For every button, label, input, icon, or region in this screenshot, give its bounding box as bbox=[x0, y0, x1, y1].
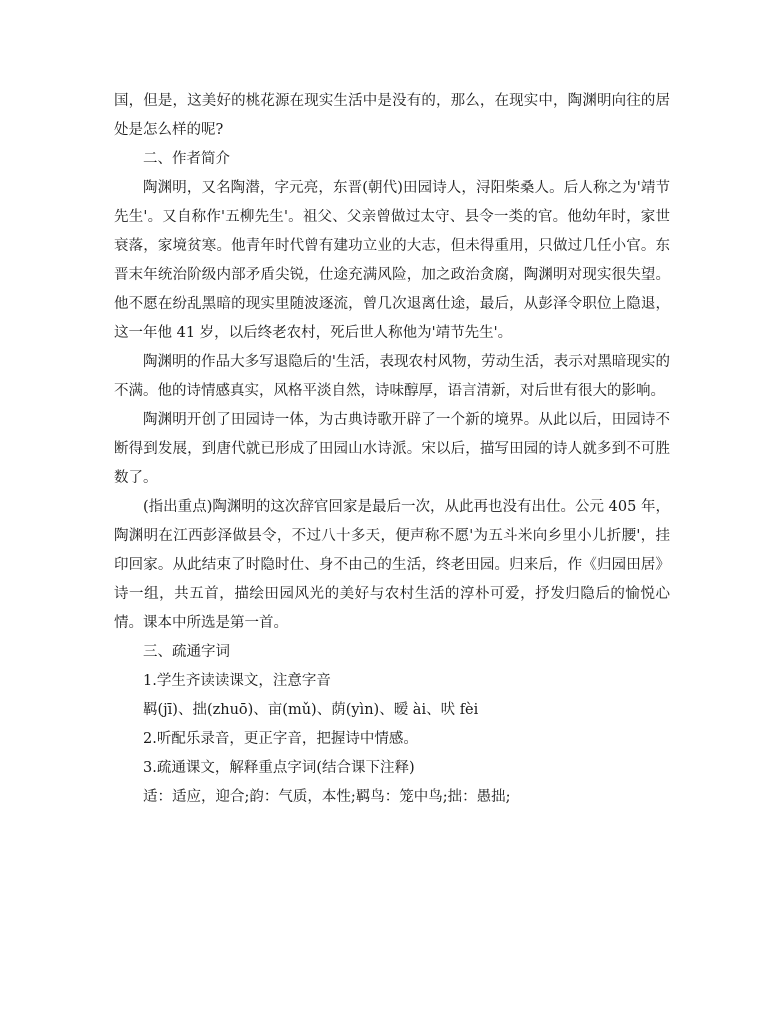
pinyin-list: 羁(jī)、拙(zhuō)、亩(mǔ)、荫(yìn)、暧 ài、吠 fèi bbox=[143, 702, 479, 718]
step-read-aloud: 1.学生齐读读课文，注意字音 bbox=[143, 673, 331, 689]
glossary-line: 适：适应，迎合;韵：气质，本性;羁鸟：笼中鸟;拙：愚拙; bbox=[143, 789, 511, 805]
paragraph-pastoral-poetry: 陶渊明开创了田园诗一体，为古典诗歌开辟了一个新的境界。从此以后，田园诗不断得到发展，到唐代就已形成了田园山水诗派。宋以后，描写田园的诗人就多到不可胜数了。 bbox=[114, 412, 670, 486]
paragraph-author-works: 陶渊明的作品大多写退隐后的'生活，表现农村风物，劳动生活，表示对黑暗现实的不满。他的诗情感真实，风格平淡自然，诗味醇厚，语言清新，对后世有很大的影响。 bbox=[114, 354, 670, 399]
paragraph-resignation: (指出重点)陶渊明的这次辞官回家是最后一次，从此再也没有出仕。公元 405 年，陶渊明在江西彭泽做县令，不过八十多天，便声称不愿'为五斗米向乡里小儿折腰'，挂印回家。从此结束了时隐时仕、身不由己的生活，终老田园。归来后，作《归园田居》诗一组，共五首，描绘田园风光的美好与农村生活的淳朴可爱，抒发归隐后的愉悦心情。课本中所选是第一首。 bbox=[114, 499, 670, 631]
paragraph-author-bio: 陶渊明，又名陶潜，字元亮，东晋(朝代)田园诗人，浔阳柴桑人。后人称之为'靖节先生'。又自称作'五柳先生'。祖父、父亲曾做过太守、县令一类的官。他幼年时，家世衰落，家境贫寒。他青年时代曾有建功立业的大志，但未得重用，只做过几任小官。东晋末年统治阶级内部矛盾尖锐，仕途充满风险，加之政治贪腐，陶渊明对现实很失望。他不愿在纷乱黑暗的现实里随波逐流，曾几次退离仕途，最后，从彭泽令职位上隐退，这一年他 41 岁，以后终老农村，死后世人称他为'靖节先生'。 bbox=[114, 180, 670, 341]
section-heading-vocabulary: 三、疏通字词 bbox=[143, 644, 230, 660]
step-listen-recording: 2.听配乐录音，更正字音，把握诗中情感。 bbox=[143, 731, 418, 747]
step-explain-words: 3.疏通课文，解释重点字词(结合课下注释) bbox=[143, 760, 415, 776]
paragraph-intro-continued: 国，但是，这美好的桃花源在现实生活中是没有的，那么，在现实中，陶渊明向往的居处是怎么样的呢? bbox=[114, 93, 670, 138]
section-heading-author: 二、作者简介 bbox=[143, 151, 230, 167]
